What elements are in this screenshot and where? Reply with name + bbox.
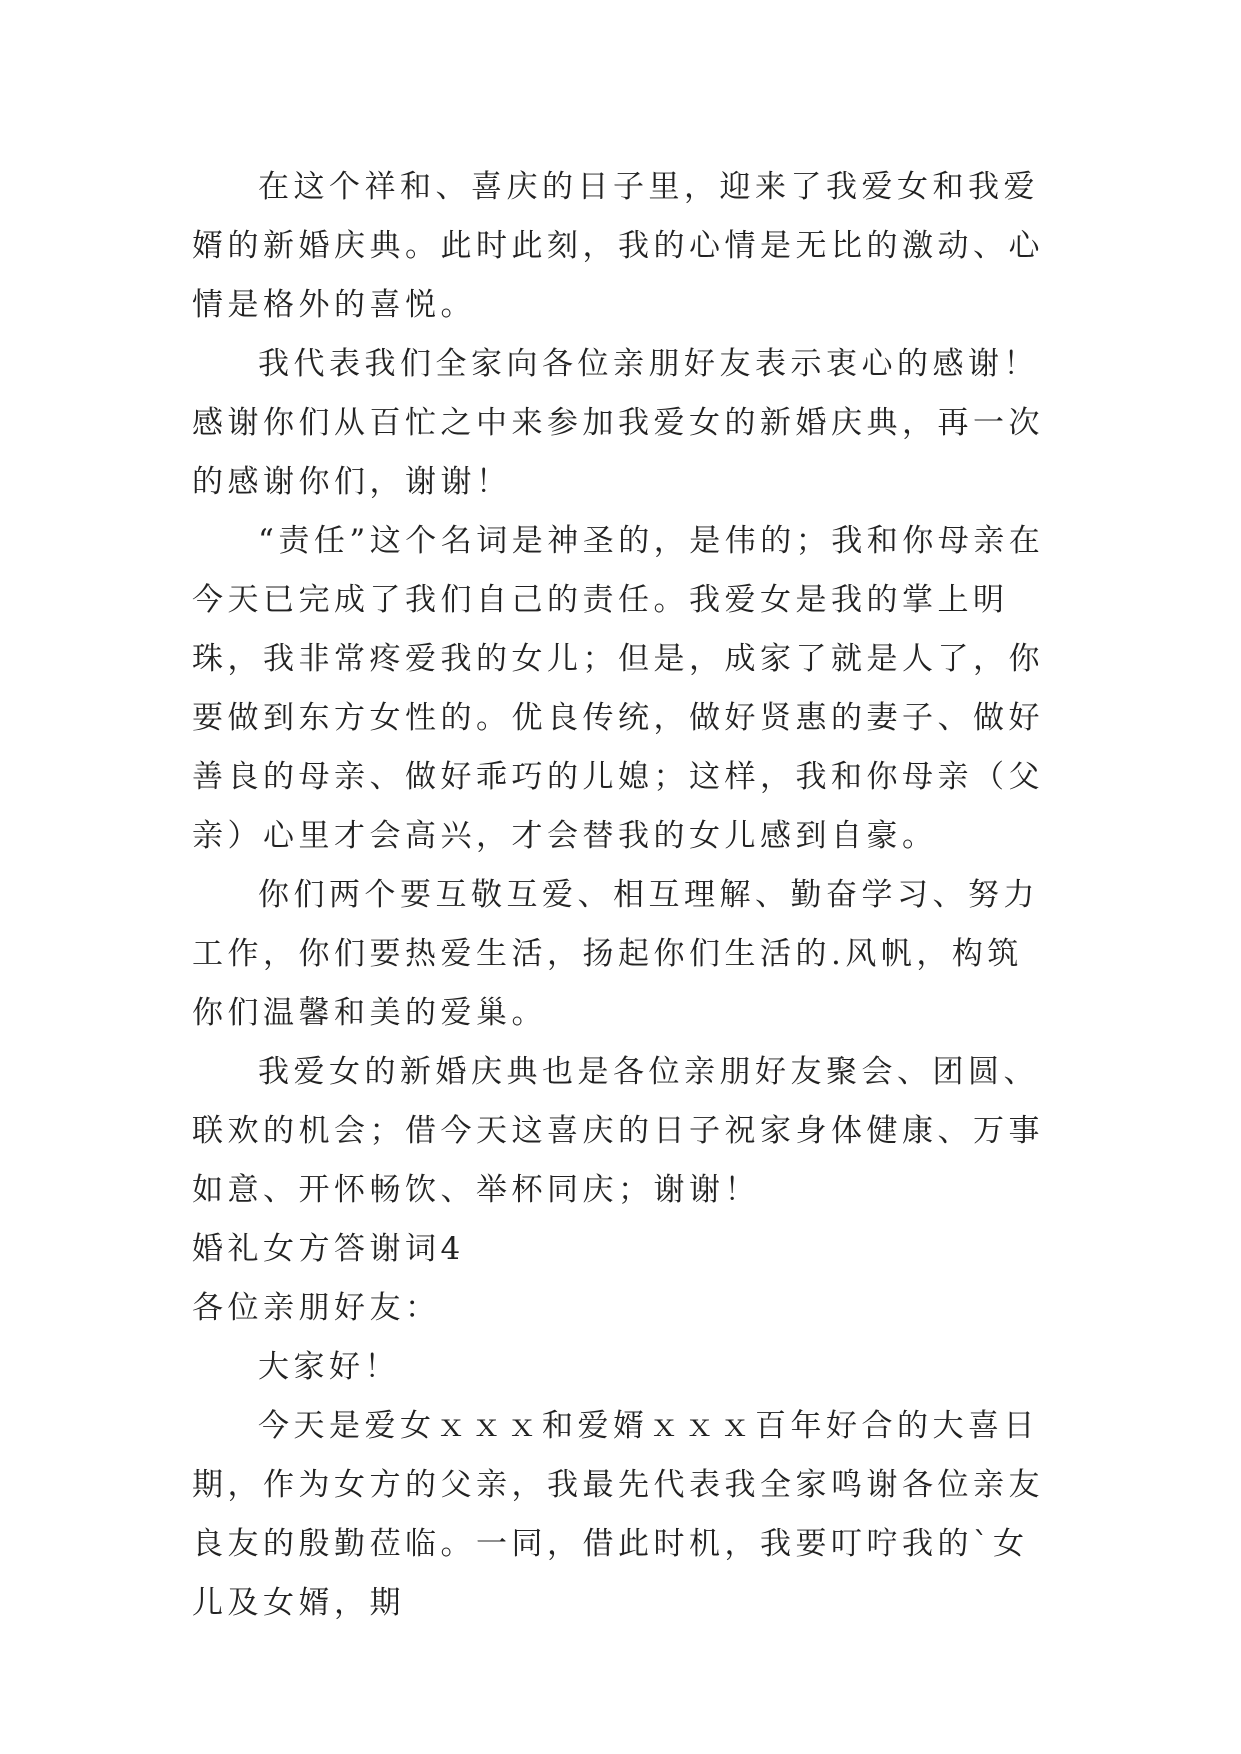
paragraph-thanks: 我代表我们全家向各位亲朋好友表示衷心的感谢！感谢你们从百忙之中来参加我爱女的新婚庆典，再一次的感谢你们，谢谢！ [192,346,1044,500]
salutation: 各位亲朋好友： [192,1290,441,1326]
greeting: 大家好！ [258,1349,400,1385]
paragraph-opening: 今天是爱女ｘｘｘ和爱婿ｘｘｘ百年好合的大喜日期，作为女方的父亲，我最先代表我全家鸣谢各位亲友良友的殷勤莅临。一同，借此时机，我要叮咛我的`女儿及女婿，期 [192,1408,1044,1621]
document-body [192,158,1052,1633]
paragraph-advice: 你们两个要互敬互爱、相互理解、勤奋学习、努力工作，你们要热爱生活，扬起你们生活的.风帆，构筑你们温馨和美的爱巢。 [192,877,1039,1031]
paragraph-celebration: 在这个祥和、喜庆的日子里，迎来了我爱女和我爱婿的新婚庆典。此时此刻，我的心情是无比的激动、心情是格外的喜悦。 [192,169,1044,323]
paragraph-responsibility: “责任”这个名词是神圣的，是伟的；我和你母亲在今天已完成了我们自己的责任。我爱女是我的掌上明珠，我非常疼爱我的女儿；但是，成家了就是人了，你要做到东方女性的。优良传统，做好贤惠的妻子、做好善良的母亲、做好乖巧的儿媳；这样，我和你母亲（父亲）心里才会高兴，才会替我的女儿感到自豪。 [192,523,1045,854]
paragraph-toast: 我爱女的新婚庆典也是各位亲朋好友聚会、团圆、联欢的机会；借今天这喜庆的日子祝家身体健康、万事如意、开怀畅饮、举杯同庆；谢谢！ [192,1054,1044,1208]
section-title: 婚礼女方答谢词4 [192,1231,465,1267]
